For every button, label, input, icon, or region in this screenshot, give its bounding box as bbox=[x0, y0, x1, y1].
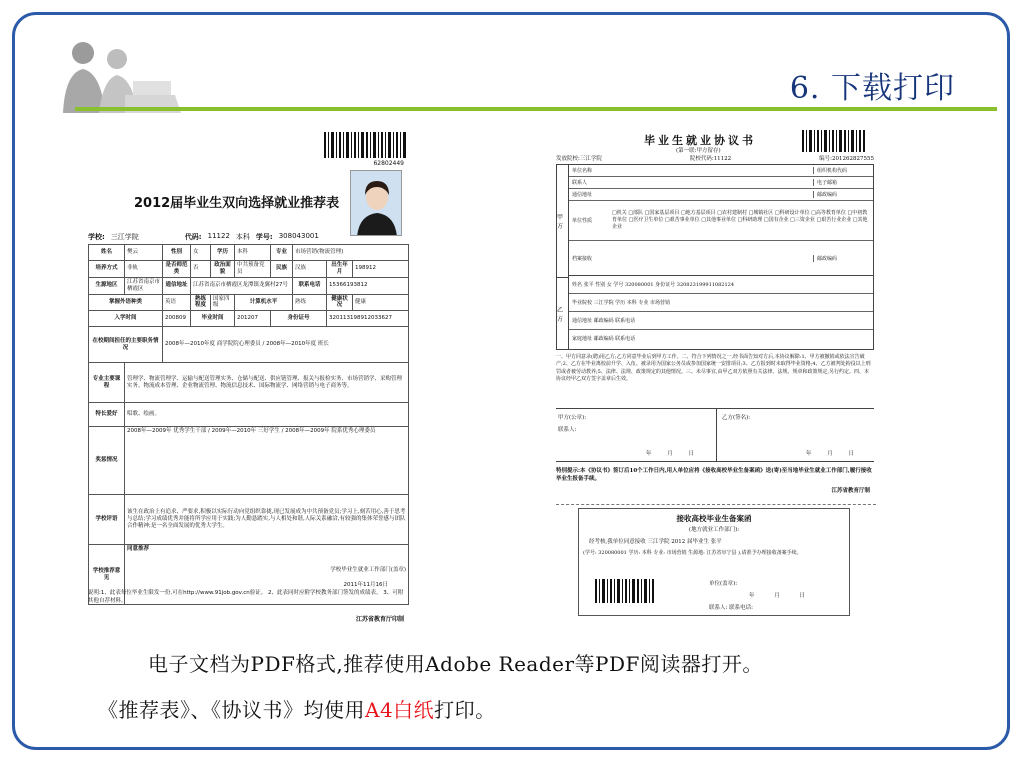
table-cell: 姓名 bbox=[89, 245, 125, 261]
table-row bbox=[569, 276, 873, 294]
table-cell: 否 bbox=[191, 261, 211, 278]
barcode-icon bbox=[595, 579, 655, 603]
row-label: 单位名称 bbox=[572, 168, 593, 174]
row-right-label: 电子邮箱 bbox=[813, 179, 873, 186]
barcode-icon bbox=[802, 130, 866, 152]
code-value: 11122 bbox=[207, 232, 230, 240]
sign-date: 2011年11月16日 bbox=[343, 582, 388, 588]
table-cell: 樊云 bbox=[125, 245, 163, 261]
table-row bbox=[569, 312, 873, 330]
agreement-printer: 江苏省教育厅制 bbox=[831, 488, 870, 494]
row-label: 档案接收 bbox=[572, 255, 593, 262]
table-cell: 生源地区 bbox=[89, 277, 125, 294]
row-label: 单位性质 bbox=[572, 218, 593, 224]
school-label: 发放院校: bbox=[556, 156, 580, 162]
section-label: 奖惩情况 bbox=[89, 427, 125, 495]
party-a-label: 甲方 bbox=[557, 165, 569, 277]
table-cell: 政治面貌 bbox=[211, 261, 235, 278]
section-text: 管理学、物流管理学、运输与配送管理实务、仓储与配送、供应链管理、报关与报检实务、市场营销学、采购管理实务、物流成本管理、企业物流管理、物流信息技术、国际物流学、网络营销与电子商务等。 bbox=[125, 363, 409, 403]
slip-date: 年 月 日 bbox=[749, 593, 805, 599]
section-text: 2008年—2010年度 商学院院心理委员 / 2008年—2010年度 班长 bbox=[163, 327, 409, 363]
table-cell: 健康状况 bbox=[327, 294, 353, 311]
slide-title: 6. 下载打印 bbox=[789, 71, 955, 106]
table-row bbox=[569, 241, 873, 275]
table-cell: 198912 bbox=[353, 261, 409, 278]
row-text: 家庭地址 邮政编码 联系电话 bbox=[572, 336, 636, 342]
table-row bbox=[569, 330, 873, 347]
code-value: 11122 bbox=[713, 156, 732, 162]
table-cell: 计算机水平 bbox=[235, 294, 293, 311]
party-b-label: 乙方 bbox=[557, 277, 569, 349]
agreement-meta bbox=[556, 154, 874, 162]
table-cell: 学历 bbox=[211, 245, 235, 261]
row-label: 通信地址 bbox=[572, 192, 593, 198]
people-silhouette-logo bbox=[55, 33, 195, 113]
table-row bbox=[569, 165, 873, 177]
table-cell: 民族 bbox=[271, 261, 293, 278]
table-cell: 201207 bbox=[235, 311, 271, 327]
school-label: 学校: bbox=[88, 233, 105, 241]
slip-contact: 联系人: 联系电话: bbox=[709, 605, 753, 611]
table-row bbox=[89, 427, 409, 495]
slip-title: 接收高校毕业生备案函 bbox=[676, 514, 752, 523]
office-text: 学校毕业生就业工作部门(盖章) bbox=[330, 567, 406, 574]
table-cell: 性别 bbox=[163, 245, 191, 261]
cut-line bbox=[556, 504, 876, 505]
section-text: 该生在政治上有追求、严要求,积极以实际行动向党组织靠拢,现已发展成为中共预备党员;学习上,刻苦用心,善于思考与总结;学习成绩优秀并能将所学应用于实践;为人勤恳踏实,与人相处和谐,人际关系融洽,有较强的集体荣誉感与团队合作精神;是一名全面发展的优秀大学生。 bbox=[125, 495, 409, 545]
signature-area bbox=[556, 408, 874, 462]
id-label: 学号: bbox=[255, 233, 273, 241]
form-table bbox=[88, 244, 409, 605]
table-cell: 江苏省南京市栖霞区龙潭镇龙翼村27号 bbox=[191, 277, 293, 294]
level-value: 本科 bbox=[235, 233, 250, 241]
table-cell: 国家四级 bbox=[211, 294, 235, 311]
table-row bbox=[569, 189, 873, 201]
id-value: 308043001 bbox=[278, 232, 319, 240]
table-cell: 专业 bbox=[271, 245, 293, 261]
table-cell: 15366193812 bbox=[327, 277, 409, 294]
recommend-text: 同意推荐 bbox=[127, 546, 150, 553]
table-cell: 熟练程度 bbox=[191, 294, 211, 311]
slip-unit: 单位(盖章): bbox=[709, 581, 738, 587]
table-row bbox=[89, 261, 409, 278]
line2-part-b: 打印。 bbox=[434, 698, 496, 722]
agreement-terms: 一、甲方同意录(聘)用乙方;乙方同意毕业后到甲方工作。二、符合下列情况之一,经书面告知对方后,本协议解除:1、甲方被撤销或依法宣告破产;2、乙方在毕业离校前升学、入伍、被录用为国家公务员或参加国家统一安排项目;3、乙方报到时未取得毕业资格;4、乙方被判处拘役以上刑罚或者被劳动教养;5、法律、法规、政策规定的其他情况。三、未尽事宜,由甲乙双方依照有关法律、法规、规章和政策规定,另行约定。四、本协议经甲乙双方签字盖章后生效。 bbox=[556, 354, 871, 382]
meta-code bbox=[690, 154, 731, 162]
row-text: 姓名 张平 性别 女 学号 320080001 身份证号 320823199911082124 bbox=[572, 282, 735, 288]
table-row bbox=[569, 177, 873, 189]
section-text: 2008年—2009年 优秀学生干部 / 2009年—2010年 三好学生 / 2008年—2009年 院系优秀心理委员 bbox=[125, 427, 409, 495]
row-label: 联系人 bbox=[572, 180, 588, 186]
section-label: 学校推荐意见 bbox=[89, 545, 125, 605]
form-school-line bbox=[88, 232, 319, 242]
row-text: 毕业院校 三江学院 学历 本科 专业 市场营销 bbox=[572, 300, 670, 306]
table-cell: 320113198912033627 bbox=[327, 311, 409, 327]
code-label: 代码: bbox=[184, 233, 202, 241]
row-text: 通信地址 邮政编码 联系电话 bbox=[572, 318, 636, 324]
table-cell: 通信地址 bbox=[163, 277, 191, 294]
row-right-label: 邮政编码 bbox=[813, 191, 873, 198]
form-printer: 江苏省教育厅印制 bbox=[355, 616, 404, 623]
table-cell: 是否师范类 bbox=[163, 261, 191, 278]
table-cell: 培养方式 bbox=[89, 261, 125, 278]
school-value: 三江学院 bbox=[110, 233, 139, 241]
slip-line1: 经考核,我单位同意接收 三江学院 2012 届毕业生 张平 bbox=[589, 539, 722, 545]
table-row bbox=[89, 403, 409, 427]
table-row bbox=[569, 201, 873, 241]
agreement-subtitle: (第一联:甲方留存) bbox=[676, 148, 721, 154]
table-row bbox=[89, 363, 409, 403]
party-b-rows bbox=[569, 275, 873, 347]
table-cell: 健康 bbox=[353, 294, 409, 311]
barcode-icon bbox=[324, 132, 408, 158]
table-row bbox=[89, 311, 409, 327]
sign-a-date: 年 月 日 bbox=[646, 451, 694, 457]
table-cell: 掌握外语种类 bbox=[89, 294, 163, 311]
section-label: 特长爱好 bbox=[89, 403, 125, 427]
section-text: 唱歌、绘画。 bbox=[125, 403, 409, 427]
agreement-notice: 特别提示:本《协议书》签订后10个工作日内,用人单位应将《接收高校毕业生备案函》送(寄)至当地毕业生就业工作部门,履行接收毕业生报备手续。 bbox=[556, 468, 872, 482]
line2-part-a: 《推荐表》、《协议书》均使用 bbox=[98, 698, 365, 722]
table-cell: 毕业时间 bbox=[191, 311, 235, 327]
title-rule bbox=[75, 107, 997, 111]
form-notes: 说明:1、此表每位毕业生限发一份,可在http://www.91job.gov.cn验证。 2、此表同时应附学校教务部门签发的成绩表。 3、可附其他自荐材料。 bbox=[88, 590, 404, 604]
table-row bbox=[89, 495, 409, 545]
sign-b-label: 乙方(签名): bbox=[722, 415, 751, 421]
table-cell: 入学时间 bbox=[89, 311, 163, 327]
line2-highlight: A4白纸 bbox=[365, 698, 435, 722]
table-cell: 熟练 bbox=[293, 294, 327, 311]
meta-number bbox=[819, 154, 874, 162]
barcode-number: 62802449 bbox=[373, 160, 404, 167]
table-row bbox=[89, 245, 409, 261]
table-cell: 200809 bbox=[163, 311, 191, 327]
table-row bbox=[89, 327, 409, 363]
sign-a-label: 甲方(公章): bbox=[558, 415, 587, 421]
table-cell: 江苏省南京市栖霞区 bbox=[125, 277, 163, 294]
sign-b-date: 年 月 日 bbox=[806, 451, 854, 457]
section-label: 在校期间担任的主要职务情况 bbox=[89, 327, 163, 363]
table-cell: 英语 bbox=[163, 294, 191, 311]
table-cell: 女 bbox=[191, 245, 211, 261]
table-cell: 联系电话 bbox=[293, 277, 327, 294]
table-cell: 汉族 bbox=[293, 261, 327, 278]
sign-divider bbox=[716, 409, 717, 461]
agreement-form-image bbox=[556, 128, 876, 500]
row-right-label: 组织机构代码 bbox=[813, 167, 873, 174]
recommendation-form-image bbox=[84, 128, 414, 626]
agreement-table bbox=[556, 164, 874, 350]
contact-label: 联系人: bbox=[558, 427, 577, 433]
slip-line2: (学号: 320080001 学历: 本科 专业: 市场营销 生源地: 江苏省阜宁县 ),请准予办理接收备案手续。 bbox=[583, 550, 802, 556]
instruction-line-2 bbox=[98, 694, 496, 723]
table-row bbox=[89, 294, 409, 311]
instruction-line-1: 电子文档为PDF格式,推荐使用Adobe Reader等PDF阅读器打开。 bbox=[148, 652, 763, 676]
table-cell: 本科 bbox=[235, 245, 271, 261]
code-label: 院校代码: bbox=[689, 156, 714, 162]
table-cell: 身份证号 bbox=[271, 311, 327, 327]
student-photo bbox=[350, 170, 402, 236]
slip-subtitle: (地方就业工作部门): bbox=[688, 527, 740, 533]
form-title: 2012届毕业生双向选择就业推荐表 bbox=[134, 196, 340, 211]
receipt-slip bbox=[578, 508, 850, 616]
party-a-rows bbox=[569, 165, 873, 275]
school-value: 三江学院 bbox=[579, 156, 602, 162]
nature-options: □机关 □部队 □国家基层项目 □地方基层项目 □农村建制村 □城镇社区 □科研设计单位 □高等教育单位 □中初教育单位 □医疗卫生单位 □艰苦事业单位 □其他事业单位 □科研助理 □国有企业 □三资企业 □艰苦行业企业 □其他企业 bbox=[612, 210, 868, 230]
table-cell: 非轨 bbox=[125, 261, 163, 278]
section-label: 学校评语 bbox=[89, 495, 125, 545]
table-cell: 中共预备党员 bbox=[235, 261, 271, 278]
number-label: 编号: bbox=[819, 156, 832, 162]
meta-school bbox=[556, 154, 602, 162]
table-row bbox=[569, 294, 873, 312]
number-value: 201262827555 bbox=[832, 156, 874, 162]
table-row bbox=[89, 277, 409, 294]
agreement-title: 毕业生就业协议书 bbox=[644, 134, 756, 147]
row-right-label: 邮政编码 bbox=[813, 255, 873, 262]
section-label: 专业主要课程 bbox=[89, 363, 125, 403]
table-cell: 出生年月 bbox=[327, 261, 353, 278]
table-cell: 市场营销(物流管理) bbox=[293, 245, 409, 261]
